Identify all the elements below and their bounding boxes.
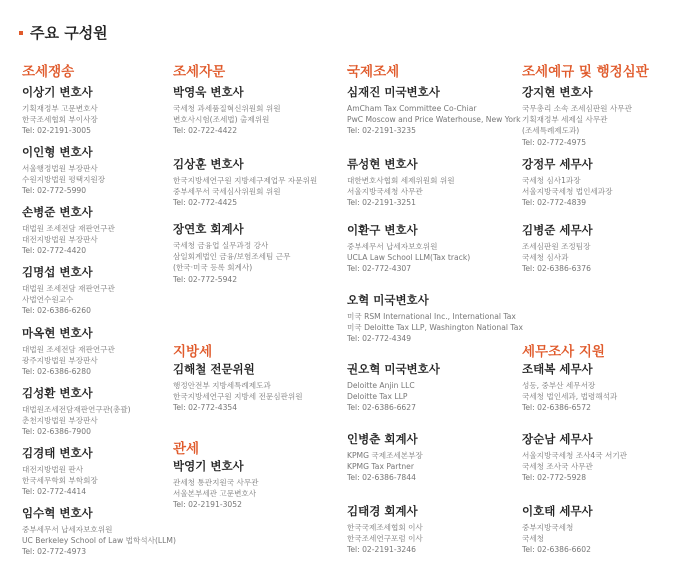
member-card (22, 265, 172, 317)
member-career-line: 국세청 금융업 실무과정 강사 (173, 241, 269, 250)
member-career-line: 삼일회계법인 금융/보험조세팀 근무 (173, 252, 291, 262)
member-card (347, 157, 497, 209)
member-career-line: 중부세무서 국세심사위원회 위원 (173, 187, 281, 197)
page-title (19, 22, 108, 43)
member-name: 이호태 세무사 (522, 504, 593, 518)
member-career-line: 한국지방세연구원 지방세 전문심판위원 (173, 392, 303, 402)
member-phone: Tel: 02-772-5942 (173, 274, 238, 284)
member-phone: Tel: 02-772-4975 (522, 137, 587, 147)
member-card (22, 145, 172, 197)
member-career-line: 국세청 심사과 (522, 253, 569, 263)
member-card (22, 85, 172, 137)
member-card (522, 362, 672, 414)
member-career-line: 국세청 (522, 534, 545, 544)
member-name: 박영기 변호사 (173, 459, 244, 473)
member-name: 장순남 세무사 (522, 432, 593, 446)
member-phone: Tel: 02-2191-3246 (347, 545, 416, 555)
member-career-line: 서울지방국세청 사무관 (347, 187, 423, 197)
member-name: 인병춘 회계사 (347, 432, 418, 446)
member-career-line: UCLA Law School LLM(Tax track) (347, 253, 471, 263)
member-name: 마옥현 변호사 (22, 326, 93, 340)
member-phone: Tel: 02-772-4349 (347, 334, 412, 344)
member-phone: Tel: 02-6386-6572 (522, 403, 591, 413)
member-career-line: KPMG Tax Partner (347, 462, 414, 472)
member-name: 김병준 세무사 (522, 223, 593, 237)
member-phone: Tel: 02-6386-6627 (347, 403, 416, 413)
member-name: 김해철 전문위원 (173, 362, 255, 376)
page-title-text: 주요 구성원 (30, 24, 108, 42)
member-career-line: 한국국제조세협회 이사 (347, 523, 423, 532)
member-career-line: 대법원조세전담재판연구관(총괄) (22, 405, 131, 414)
member-career-line: PwC Moscow and Price Waterhouse, New York (347, 115, 521, 125)
member-career-line: 춘천지방법원 부장판사 (22, 416, 98, 426)
member-career-line: 국세청 과세품질혁신위원회 위원 (173, 104, 281, 113)
member-phone: Tel: 02-772-5990 (22, 186, 87, 196)
member-career-line: 미국 RSM International Inc., International Tax (347, 312, 516, 321)
member-career-line: 국세청 조사국 사무관 (522, 462, 593, 472)
member-phone: Tel: 02-2191-3235 (347, 126, 416, 136)
member-card (522, 157, 672, 209)
member-career-line: 관세청 통관지원국 사무관 (173, 478, 259, 487)
member-card (522, 85, 672, 148)
member-name: 권오혁 미국변호사 (347, 362, 440, 376)
member-name: 김경태 변호사 (22, 446, 93, 460)
section-heading: 국제조세 (347, 64, 400, 80)
member-phone: Tel: 02-772-4307 (347, 264, 412, 274)
member-career-line: 대전지방법원 판사 (22, 465, 84, 474)
member-phone: Tel: 02-6386-7844 (347, 473, 416, 483)
member-career-line: 서울행정법원 부장판사 (22, 164, 98, 173)
member-name: 심재진 미국변호사 (347, 85, 440, 99)
member-name: 조태복 세무사 (522, 362, 593, 376)
member-phone: Tel: 02-772-4414 (22, 487, 87, 497)
member-phone: Tel: 02-772-4425 (173, 198, 238, 208)
member-card (22, 205, 172, 257)
member-career-line: 대법원 조세전담 재판연구관 (22, 345, 115, 354)
member-name: 김태경 회계사 (347, 504, 418, 518)
member-career-line: 국세청 심사1과장 (522, 176, 581, 185)
member-card (173, 85, 323, 137)
member-phone: Tel: 02-6386-7900 (22, 427, 91, 437)
member-name: 임수혁 변호사 (22, 506, 93, 520)
title-bullet (19, 31, 23, 35)
member-career-line: 대한변호사협회 세제위원회 위원 (347, 176, 455, 185)
member-career-line: Deloitte Tax LLP (347, 392, 408, 402)
member-career-line: UC Berkeley School of Law 법학석사(LLM) (22, 536, 176, 546)
member-phone: Tel: 02-2191-3005 (22, 126, 91, 136)
member-career-line: AmCham Tax Committee Co-Chiar (347, 104, 477, 113)
member-career-line: 행정안전부 지방세특례제도과 (173, 381, 271, 390)
member-phone: Tel: 02-6386-6602 (522, 545, 591, 555)
member-card (347, 362, 497, 414)
member-career-line: 변호사시험(조세법) 출제위원 (173, 115, 270, 125)
member-name: 류성현 변호사 (347, 157, 418, 171)
member-name: 장연호 회계사 (173, 222, 244, 236)
member-phone: Tel: 02-772-4839 (522, 198, 587, 208)
member-phone: Tel: 02-6386-6280 (22, 367, 91, 377)
member-career-line: 서울지방국세청 조사4국 서기관 (522, 451, 628, 460)
member-career-line: Deloitte Anjin LLC (347, 381, 415, 390)
member-card (347, 432, 497, 484)
member-career-line: 대법원 조세전담 재판연구관 (22, 224, 115, 233)
member-phone: Tel: 02-2191-3052 (173, 500, 242, 510)
member-career-line: 기획재정부 세제실 사무관 (522, 115, 608, 125)
member-career-line: 기획재정부 고문변호사 (22, 104, 98, 113)
member-career-line: 중부세무서 납세자보호위원 (347, 242, 438, 251)
member-phone: Tel: 02-772-4973 (22, 547, 87, 557)
member-career-line: 성동, 중부산 세무서장 (522, 381, 596, 390)
section-heading: 조세예규 및 행정심판 (522, 64, 649, 80)
member-phone: Tel: 02-6386-6260 (22, 306, 91, 316)
member-career-line: 조세심판원 조정팀장 (522, 242, 591, 251)
member-name: 박영욱 변호사 (173, 85, 244, 99)
member-card (347, 85, 521, 137)
member-phone: Tel: 02-772-5928 (522, 473, 587, 483)
member-career-line: 중부지방국세청 (522, 523, 574, 532)
member-name: 오혁 미국변호사 (347, 293, 429, 307)
member-card (347, 223, 497, 275)
member-career-line: 한국세무학회 부학회장 (22, 476, 98, 486)
member-career-line: (한국·미국 등록 회계사) (173, 263, 253, 273)
member-phone: Tel: 02-2191-3251 (347, 198, 416, 208)
section-heading: 지방세 (173, 344, 213, 360)
member-card (522, 223, 672, 275)
member-card (522, 432, 672, 484)
member-career-line: KPMG 국제조세본부장 (347, 451, 423, 460)
member-card (347, 504, 497, 556)
member-career-line: 국세청 법인세과, 법령해석과 (522, 392, 618, 402)
member-phone: Tel: 02-6386-6376 (522, 264, 591, 274)
member-card (522, 504, 672, 556)
member-career-line: 광주지방법원 부장판사 (22, 356, 98, 366)
member-name: 이상기 변호사 (22, 85, 93, 99)
member-career-line: 대법원 조세전담 재판연구관 (22, 284, 115, 293)
section-heading: 조세자문 (173, 64, 226, 80)
member-card (173, 459, 323, 511)
member-career-line: 대전지방법원 부장판사 (22, 235, 98, 245)
member-career-line: 서울지방국세청 법인세과장 (522, 187, 613, 197)
member-career-line: 국무총리 소속 조세심판원 사무관 (522, 104, 632, 113)
member-career-line: 한국지방세연구원 지방세구제업무 자문위원 (173, 176, 318, 185)
member-career-line: 수원지방법원 평택지원장 (22, 175, 106, 185)
member-name: 손병준 변호사 (22, 205, 93, 219)
member-card (22, 506, 176, 558)
member-career-line: (조세특례제도과) (522, 126, 580, 136)
member-career-line: 미국 Deloitte Tax LLP, Washington National Tax (347, 323, 523, 333)
member-phone: Tel: 02-722-4422 (173, 126, 238, 136)
member-name: 김명섭 변호사 (22, 265, 93, 279)
member-career-line: 사법연수원교수 (22, 295, 74, 305)
member-name: 강정무 세무사 (522, 157, 593, 171)
member-name: 강지현 변호사 (522, 85, 593, 99)
member-name: 이환구 변호사 (347, 223, 418, 237)
section-heading: 세무조사 지원 (522, 344, 605, 360)
member-name: 김상훈 변호사 (173, 157, 244, 171)
member-card (22, 326, 172, 378)
member-phone: Tel: 02-772-4354 (173, 403, 238, 413)
section-heading: 관세 (173, 441, 200, 457)
member-card (173, 222, 323, 285)
member-card (22, 446, 172, 498)
member-phone: Tel: 02-772-4420 (22, 246, 87, 256)
member-name: 이인형 변호사 (22, 145, 93, 159)
member-card (173, 362, 323, 414)
member-career-line: 한국조세협회 부이사장 (22, 115, 98, 125)
section-heading: 조세쟁송 (22, 64, 75, 80)
member-name: 김성환 변호사 (22, 386, 93, 400)
member-card (173, 157, 323, 209)
member-card (22, 386, 172, 438)
member-card (347, 293, 523, 345)
member-career-line: 서울본부세관 고문변호사 (173, 489, 257, 499)
member-career-line: 한국조세연구포럼 이사 (347, 534, 423, 544)
member-career-line: 중부세무서 납세자보호위원 (22, 525, 113, 534)
